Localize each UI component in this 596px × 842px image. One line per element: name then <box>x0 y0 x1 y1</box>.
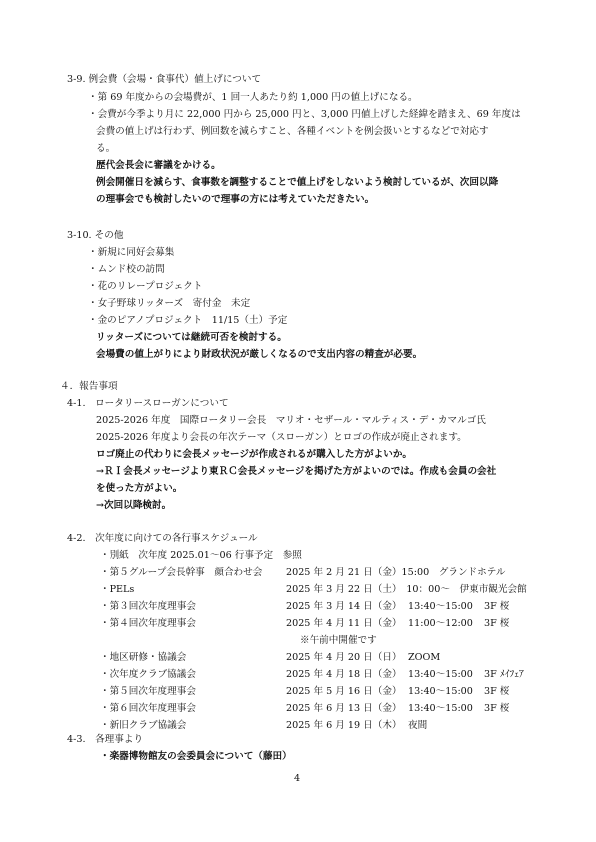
section-4-1-heading: 4-1. ロータリースローガンについて <box>67 398 229 409</box>
section-4-3-item-1: ・楽器博物館友の会委員会について（藤田） <box>100 751 292 762</box>
section-4-3-heading: 4-3. 各理事より <box>67 734 144 745</box>
section-3-10-note-2: 会場費の値上がりにより財政状況が厳しくなるので支出内容の精査が必要。 <box>96 349 423 360</box>
section-3-9-bullet-2-line-1: ・会費が今季より月に 22,000 円から 25,000 円と、3,000 円値上げした経緯を踏まえ、69 年度は <box>88 109 521 120</box>
section-4-1-note-3: →次回以降検討。 <box>96 500 172 511</box>
schedule-place: 3F 桜 <box>484 618 510 629</box>
schedule-time: 13:40～15:00 <box>408 601 473 612</box>
section-3-9-bullet-1: ・第 69 年度からの会場費が、1 回一人あたり約 1,000 円の値上げになる。 <box>88 92 418 103</box>
section-4-1-note-2-line-1: →ＲＩ会長メッセージより東ＲＣ会長メッセージを掲げた方がよいのでは。作成も会員の会社 <box>96 466 497 477</box>
schedule-date: ※午前中開催です <box>300 635 377 646</box>
schedule-event: ・第３回次年度理事会 <box>100 601 196 612</box>
schedule-date: 2025 年 4 月 18 日（金） <box>286 669 402 680</box>
schedule-date: 2025 年 6 月 13 日（金） <box>286 703 402 714</box>
section-4-heading: ４．報告事項 <box>60 381 118 392</box>
schedule-time: 13:40～15:00 <box>408 686 473 697</box>
list-item: ・花のリレープロジェクト <box>88 281 203 292</box>
schedule-place: 3F 桜 <box>484 703 510 714</box>
schedule-date: 2025 年 3 月 22 日（土） 10：00～ 伊東市観光会館 <box>286 584 527 595</box>
section-4-2-intro: ・別紙 次年度 2025.01～06 行事予定 参照 <box>100 550 302 561</box>
section-3-10-note-1: リッターズについては継続可否を検討する。 <box>96 332 287 343</box>
section-3-9-note-2-line-2: の理事会でも検討したいので理事の方には考えていただきたい。 <box>96 194 375 205</box>
schedule-time: ZOOM <box>408 652 441 663</box>
page-number: 4 <box>294 773 301 784</box>
list-item: ・ムンド校の訪問 <box>88 264 165 275</box>
schedule-event: ・第５回次年度理事会 <box>100 686 196 697</box>
schedule-place: 3F 桜 <box>484 686 510 697</box>
section-4-1-line-1: 2025-2026 年度 国際ロータリー会長 マリオ・セザール・マルティス・デ・カマルゴ氏 <box>96 415 486 426</box>
schedule-event: ・次年度クラブ協議会 <box>100 669 196 680</box>
schedule-date: 2025 年 2 月 21 日（金）15:00 グランドホテル <box>286 567 506 578</box>
schedule-time: 13:40～15:00 <box>408 703 473 714</box>
schedule-event: ・第５グループ会長幹事 顔合わせ会 <box>100 567 263 578</box>
list-item: ・金のピアノプロジェクト 11/15（土）予定 <box>88 315 288 326</box>
section-3-9-heading: 3-9. 例会費（会場・食事代）値上げについて <box>67 74 262 85</box>
schedule-date: 2025 年 3 月 14 日（金） <box>286 601 402 612</box>
section-4-2-heading: 4-2. 次年度に向けての各行事スケジュール <box>67 533 258 544</box>
schedule-date: 2025 年 5 月 16 日（金） <box>286 686 402 697</box>
section-4-1-line-2: 2025-2026 年度より会長の年次テーマ（スローガン）とロゴの作成が廃止されます。 <box>96 432 467 443</box>
schedule-date: 2025 年 4 月 11 日（金） <box>286 618 402 629</box>
list-item: ・新規に同好会募集 <box>88 247 175 258</box>
schedule-time: 11:00～12:00 <box>408 618 473 629</box>
list-item: ・女子野球リッターズ 寄付金 未定 <box>88 298 251 309</box>
section-4-1-note-1: ロゴ廃止の代わりに会長メッセージが作成されるが購入した方がよいか。 <box>96 449 413 460</box>
schedule-event: ・新旧クラブ協議会 <box>100 720 187 731</box>
section-3-9-bullet-2-line-3: る。 <box>96 143 116 154</box>
schedule-place: 3F ﾒｲﾌｪｱ <box>484 669 524 680</box>
section-3-10-heading: 3-10. その他 <box>67 230 124 241</box>
schedule-time: 夜間 <box>408 720 428 731</box>
schedule-date: 2025 年 6 月 19 日（木） <box>286 720 402 731</box>
section-3-9-bullet-2-line-2: 会費の値上げは行わず、例回数を減らすこと、各種イベントを例会扱いとするなどで対応す <box>96 126 489 137</box>
section-3-9-note-1: 歴代会長会に審議をかける。 <box>96 160 221 171</box>
schedule-event: ・第４回次年度理事会 <box>100 618 196 629</box>
schedule-date: 2025 年 4 月 20 日（日） <box>286 652 402 663</box>
schedule-place: 3F 桜 <box>484 601 510 612</box>
schedule-event: ・PELs <box>100 584 135 595</box>
schedule-time: 13:40～15:00 <box>408 669 473 680</box>
section-4-1-note-2-line-2: を使った方がよい。 <box>96 483 183 494</box>
schedule-event: ・第６回次年度理事会 <box>100 703 196 714</box>
schedule-event: ・地区研修・協議会 <box>100 652 187 663</box>
section-3-9-note-2-line-1: 例会開催日を減らす、食事数を調整することで値上げをしないよう検討しているが、次回以降 <box>96 177 499 188</box>
